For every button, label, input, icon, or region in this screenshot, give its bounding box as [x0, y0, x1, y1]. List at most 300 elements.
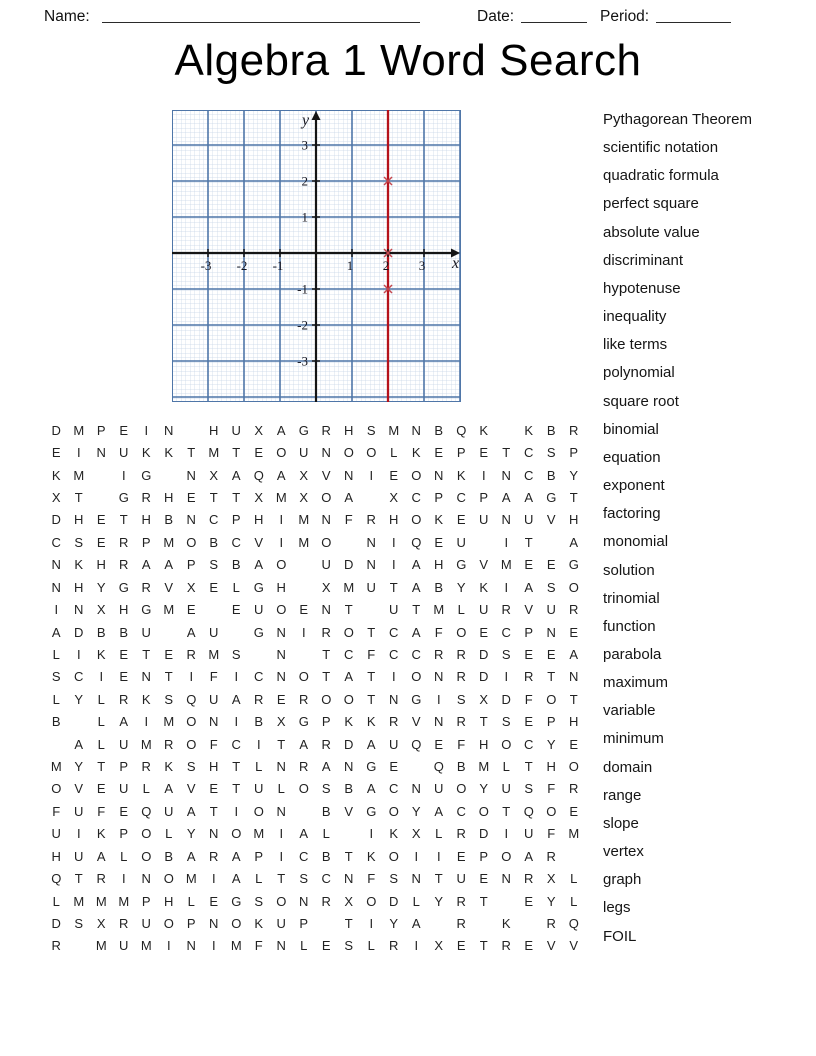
grid-cell: I — [504, 669, 509, 685]
grid-cell: R — [119, 557, 129, 573]
grid-cell: E — [456, 512, 466, 528]
grid-cell: A — [96, 848, 106, 864]
grid-cell: G — [253, 579, 264, 595]
grid-cell: T — [74, 871, 83, 887]
grid-cell: I — [256, 736, 261, 752]
grid-cell: I — [369, 467, 374, 483]
grid-cell: S — [456, 691, 466, 707]
grid-cell: S — [389, 871, 399, 887]
grid-cell: X — [186, 579, 196, 595]
grid-cell: E — [546, 557, 556, 573]
grid-cell: L — [52, 646, 60, 662]
grid-cell — [495, 890, 518, 912]
grid-cell: U — [51, 826, 61, 842]
grid-cell: G — [456, 557, 467, 573]
grid-cell: D — [74, 624, 84, 640]
word-list-item: parabola — [603, 645, 662, 663]
grid-cell: M — [230, 938, 242, 954]
grid-cell — [473, 531, 496, 553]
grid-cell: N — [546, 624, 556, 640]
grid-cell: E — [186, 602, 196, 618]
grid-cell: O — [546, 691, 557, 707]
grid-cell: H — [254, 512, 264, 528]
grid-cell: L — [120, 848, 128, 864]
grid-cell: L — [570, 871, 578, 887]
word-list-item: inequality — [603, 308, 667, 326]
grid-cell: A — [186, 848, 196, 864]
grid-cell: D — [389, 893, 399, 909]
grid-cell: U — [479, 602, 489, 618]
grid-cell: I — [234, 803, 239, 819]
grid-cell: X — [51, 489, 61, 505]
grid-cell: I — [121, 467, 126, 483]
grid-cell: Q — [411, 534, 422, 550]
grid-cell: L — [232, 579, 240, 595]
grid-cell — [473, 912, 496, 934]
grid-cell: O — [343, 624, 354, 640]
grid-cell: H — [209, 759, 219, 775]
grid-cell: A — [366, 781, 376, 797]
graph-figure-wrap — [172, 110, 461, 402]
grid-cell: T — [367, 669, 376, 685]
grid-cell: U — [321, 557, 331, 573]
grid-cell: E — [321, 938, 331, 954]
grid-cell: O — [568, 759, 579, 775]
grid-cell: P — [186, 557, 196, 573]
word-list-item: FOIL — [603, 927, 637, 945]
grid-cell: L — [97, 691, 105, 707]
page-title: Algebra 1 Word Search — [174, 36, 642, 85]
x-axis-letter: x — [452, 255, 460, 272]
grid-cell: L — [435, 826, 443, 842]
grid-cell: O — [276, 445, 287, 461]
grid-cell: I — [301, 624, 306, 640]
grid-cell: S — [51, 669, 61, 685]
grid-cell: L — [165, 826, 173, 842]
grid-cell: T — [547, 669, 556, 685]
grid-cell: H — [569, 512, 579, 528]
grid-cell: E — [524, 938, 534, 954]
grid-cell: N — [276, 938, 286, 954]
grid-cell: A — [524, 579, 534, 595]
grid-cell: F — [52, 803, 61, 819]
period-blank-field[interactable] — [656, 6, 731, 23]
grid-cell: O — [186, 534, 197, 550]
grid-cell: A — [366, 736, 376, 752]
grid-cell: D — [344, 736, 354, 752]
grid-cell: I — [436, 848, 441, 864]
grid-cell: O — [321, 534, 332, 550]
grid-cell: A — [119, 714, 129, 730]
grid-cell: V — [344, 803, 354, 819]
grid-cell: F — [344, 512, 353, 528]
grid-cell: E — [186, 489, 196, 505]
grid-cell: H — [96, 557, 106, 573]
grid-cell: A — [524, 489, 534, 505]
grid-cell: U — [389, 602, 399, 618]
grid-cell: N — [164, 422, 174, 438]
grid-cell: X — [479, 691, 489, 707]
grid-cell: U — [479, 512, 489, 528]
grid-cell: T — [524, 534, 533, 550]
grid-cell: P — [456, 445, 466, 461]
grid-cell: R — [299, 759, 309, 775]
svg-text:-3: -3 — [200, 258, 212, 273]
grid-cell: K — [344, 714, 354, 730]
grid-cell: T — [479, 938, 488, 954]
word-list-item: perfect square — [603, 195, 699, 213]
grid-cell — [90, 486, 113, 508]
grid-cell — [293, 643, 316, 665]
grid-cell: K — [51, 467, 61, 483]
grid-cell: O — [276, 602, 287, 618]
grid-cell: L — [502, 759, 510, 775]
grid-cell: O — [321, 489, 332, 505]
grid-cell: N — [141, 871, 151, 887]
grid-cell: L — [367, 938, 375, 954]
grid-cell: O — [186, 736, 197, 752]
grid-cell: N — [209, 826, 219, 842]
grid-cell: R — [51, 938, 61, 954]
grid-cell: R — [456, 714, 466, 730]
grid-cell: H — [276, 579, 286, 595]
grid-cell: N — [366, 557, 376, 573]
grid-cell: X — [96, 915, 106, 931]
grid-cell: R — [546, 848, 556, 864]
grid-cell: G — [141, 602, 152, 618]
grid-cell: A — [231, 871, 241, 887]
grid-cell: E — [389, 759, 399, 775]
grid-cell: X — [299, 467, 309, 483]
grid-cell — [90, 464, 113, 486]
grid-cell: I — [211, 871, 216, 887]
grid-cell: F — [434, 624, 443, 640]
svg-text:3: 3 — [418, 258, 426, 273]
grid-cell — [518, 912, 541, 934]
grid-cell: M — [95, 938, 107, 954]
grid-cell: R — [321, 893, 331, 909]
grid-cell: T — [232, 781, 241, 797]
grid-cell: R — [366, 512, 376, 528]
grid-cell: A — [141, 557, 151, 573]
grid-cell: N — [209, 915, 219, 931]
grid-cell: I — [414, 848, 419, 864]
grid-cell: U — [276, 915, 286, 931]
grid-cell: U — [546, 602, 556, 618]
grid-cell: U — [74, 803, 84, 819]
grid-cell: R — [501, 602, 511, 618]
grid-cell: C — [299, 848, 309, 864]
grid-cell: R — [254, 691, 264, 707]
grid-cell: Y — [74, 759, 84, 775]
grid-cell: D — [51, 512, 61, 528]
grid-cell: N — [51, 557, 61, 573]
grid-cell: K — [96, 826, 106, 842]
grid-cell: T — [344, 602, 353, 618]
grid-cell: I — [279, 848, 284, 864]
grid-cell: I — [391, 557, 396, 573]
grid-cell: T — [344, 915, 353, 931]
grid-cell: X — [344, 893, 354, 909]
grid-cell: Q — [253, 467, 264, 483]
grid-cell: G — [366, 803, 377, 819]
grid-cell: S — [231, 646, 241, 662]
grid-cell: L — [97, 736, 105, 752]
grid-cell: U — [119, 736, 129, 752]
grid-cell: A — [74, 736, 84, 752]
grid-cell: E — [456, 938, 466, 954]
grid-cell: A — [276, 467, 286, 483]
grid-cell: N — [411, 781, 421, 797]
grid-cell: H — [141, 512, 151, 528]
grid-cell: E — [119, 803, 129, 819]
grid-cell: S — [74, 915, 84, 931]
grid-cell: P — [524, 624, 534, 640]
word-list-item: factoring — [603, 505, 661, 523]
grid-cell: X — [96, 602, 106, 618]
grid-cell — [248, 643, 271, 665]
grid-cell: O — [163, 871, 174, 887]
grid-cell: E — [569, 736, 579, 752]
grid-cell: U — [141, 915, 151, 931]
grid-cell: E — [524, 893, 534, 909]
grid-cell: O — [231, 826, 242, 842]
word-list-item: exponent — [603, 477, 665, 495]
grid-cell: D — [51, 422, 61, 438]
word-list-item: slope — [603, 814, 639, 832]
grid-cell: G — [411, 691, 422, 707]
grid-cell: Q — [433, 759, 444, 775]
grid-cell: C — [231, 534, 241, 550]
grid-cell: B — [434, 579, 444, 595]
grid-cell: T — [502, 803, 511, 819]
grid-cell: G — [298, 714, 309, 730]
grid-cell: L — [390, 445, 398, 461]
grid-cell: R — [141, 489, 151, 505]
grid-cell: E — [479, 624, 489, 640]
grid-cell: I — [189, 669, 194, 685]
grid-cell: R — [141, 579, 151, 595]
grid-cell: I — [504, 579, 509, 595]
grid-cell: T — [479, 893, 488, 909]
grid-cell: I — [369, 826, 374, 842]
grid-cell: E — [96, 534, 106, 550]
grid-cell: R — [434, 646, 444, 662]
grid-cell: G — [118, 579, 129, 595]
grid-cell: E — [276, 691, 286, 707]
grid-cell: A — [231, 467, 241, 483]
grid-cell: X — [411, 826, 421, 842]
grid-cell: O — [388, 803, 399, 819]
grid-cell: C — [389, 646, 399, 662]
grid-cell: H — [164, 893, 174, 909]
grid-cell: T — [569, 489, 578, 505]
svg-text:-2: -2 — [297, 317, 308, 333]
grid-cell: R — [456, 669, 466, 685]
grid-cell — [405, 755, 428, 777]
grid-cell: A — [344, 669, 354, 685]
grid-cell — [158, 464, 181, 486]
word-list-item: like terms — [603, 336, 668, 354]
grid-cell: D — [501, 691, 511, 707]
grid-cell: V — [524, 602, 534, 618]
grid-cell: O — [231, 915, 242, 931]
grid-cell: L — [322, 826, 330, 842]
grid-cell: M — [73, 467, 85, 483]
grid-cell: H — [74, 512, 84, 528]
grid-cell: I — [211, 938, 216, 954]
grid-cell: E — [434, 445, 444, 461]
grid-cell: M — [208, 646, 220, 662]
grid-cell: B — [321, 848, 331, 864]
svg-text:3: 3 — [301, 137, 308, 153]
grid-cell: H — [344, 422, 354, 438]
grid-cell: M — [73, 422, 85, 438]
grid-cell: T — [367, 624, 376, 640]
grid-cell: A — [51, 624, 61, 640]
grid-cell: O — [141, 826, 152, 842]
grid-cell: H — [164, 489, 174, 505]
grid-cell: I — [391, 669, 396, 685]
grid-cell: H — [51, 848, 61, 864]
grid-cell: N — [434, 467, 444, 483]
word-list-item: Pythagorean Theorem — [603, 111, 752, 128]
grid-cell: U — [119, 445, 129, 461]
grid-cell: T — [74, 489, 83, 505]
grid-cell: K — [411, 445, 421, 461]
grid-cell: T — [479, 714, 488, 730]
grid-cell: X — [254, 422, 264, 438]
grid-cell — [495, 419, 518, 441]
grid-cell: M — [298, 512, 310, 528]
grid-cell: C — [74, 669, 84, 685]
grid-cell — [293, 554, 316, 576]
grid-cell: E — [456, 848, 466, 864]
grid-cell: E — [434, 534, 444, 550]
grid-cell — [45, 733, 68, 755]
grid-cell: L — [457, 602, 465, 618]
grid-cell: S — [299, 871, 309, 887]
word-list-item: maximum — [603, 674, 669, 692]
grid-cell: O — [501, 848, 512, 864]
word-list-item: trinomial — [603, 589, 660, 607]
grid-cell: V — [411, 714, 421, 730]
grid-cell — [180, 419, 203, 441]
grid-cell: V — [546, 938, 556, 954]
word-list-item: domain — [603, 758, 653, 776]
grid-cell: V — [479, 557, 489, 573]
grid-cell: S — [344, 938, 354, 954]
grid-cell: O — [321, 691, 332, 707]
date-blank-field[interactable] — [521, 6, 587, 23]
grid-cell: B — [164, 848, 174, 864]
grid-cell: M — [185, 871, 197, 887]
grid-cell: R — [569, 602, 579, 618]
grid-cell: A — [186, 803, 196, 819]
grid-cell: Q — [523, 803, 534, 819]
grid-cell: M — [568, 826, 580, 842]
grid-cell: A — [411, 915, 421, 931]
grid-cell: R — [186, 646, 196, 662]
grid-cell: F — [209, 669, 218, 685]
grid-cell: P — [546, 714, 556, 730]
grid-cell: R — [524, 871, 534, 887]
word-list-item: absolute value — [603, 223, 700, 241]
grid-cell: M — [343, 579, 355, 595]
grid-cell: M — [163, 602, 175, 618]
grid-cell: T — [277, 871, 286, 887]
grid-cell: O — [141, 848, 152, 864]
grid-cell: N — [276, 759, 286, 775]
grid-cell: V — [74, 781, 84, 797]
grid-cell: U — [434, 781, 444, 797]
grid-cell: T — [322, 669, 331, 685]
grid-cell: R — [546, 915, 556, 931]
grid-cell: V — [569, 938, 579, 954]
grid-cell: N — [299, 893, 309, 909]
grid-cell: N — [74, 602, 84, 618]
grid-cell: Y — [434, 893, 444, 909]
grid-cell: C — [456, 489, 466, 505]
grid-cell: E — [164, 646, 174, 662]
grid-cell: T — [434, 871, 443, 887]
grid-cell: T — [412, 602, 421, 618]
grid-cell: R — [456, 826, 466, 842]
grid-cell: N — [209, 714, 219, 730]
word-list-item: discriminant — [603, 251, 684, 269]
grid-cell: E — [209, 579, 219, 595]
grid-cell: T — [119, 512, 128, 528]
grid-cell: T — [344, 848, 353, 864]
grid-cell: O — [186, 714, 197, 730]
grid-cell: U — [119, 938, 129, 954]
grid-cell: A — [501, 489, 511, 505]
grid-cell: G — [141, 467, 152, 483]
grid-cell: N — [276, 803, 286, 819]
grid-cell: D — [479, 826, 489, 842]
grid-cell: K — [524, 422, 534, 438]
grid-cell: B — [546, 467, 556, 483]
grid-cell: U — [366, 579, 376, 595]
grid-cell: A — [569, 646, 579, 662]
grid-cell: F — [209, 736, 218, 752]
grid-cell: C — [524, 445, 534, 461]
grid-cell: E — [51, 445, 61, 461]
grid-cell: T — [209, 489, 218, 505]
svg-text:-2: -2 — [236, 258, 248, 273]
grid-cell: N — [96, 445, 106, 461]
grid-cell: N — [501, 512, 511, 528]
grid-cell: S — [164, 691, 174, 707]
grid-cell: S — [254, 893, 264, 909]
grid-cell: P — [479, 489, 489, 505]
grid-cell: L — [255, 871, 263, 887]
grid-cell: E — [524, 557, 534, 573]
name-blank-field[interactable] — [102, 6, 420, 23]
grid-cell: Q — [411, 736, 422, 752]
grid-cell: Y — [456, 579, 466, 595]
grid-cell: B — [456, 759, 466, 775]
grid-cell: M — [478, 759, 490, 775]
grid-cell: I — [279, 512, 284, 528]
grid-cell: N — [501, 871, 511, 887]
grid-cell: B — [546, 422, 556, 438]
grid-cell: I — [436, 691, 441, 707]
grid-cell: Y — [389, 915, 399, 931]
grid-cell: E — [209, 893, 219, 909]
date-label: Date: — [477, 8, 515, 25]
grid-cell: C — [524, 736, 534, 752]
